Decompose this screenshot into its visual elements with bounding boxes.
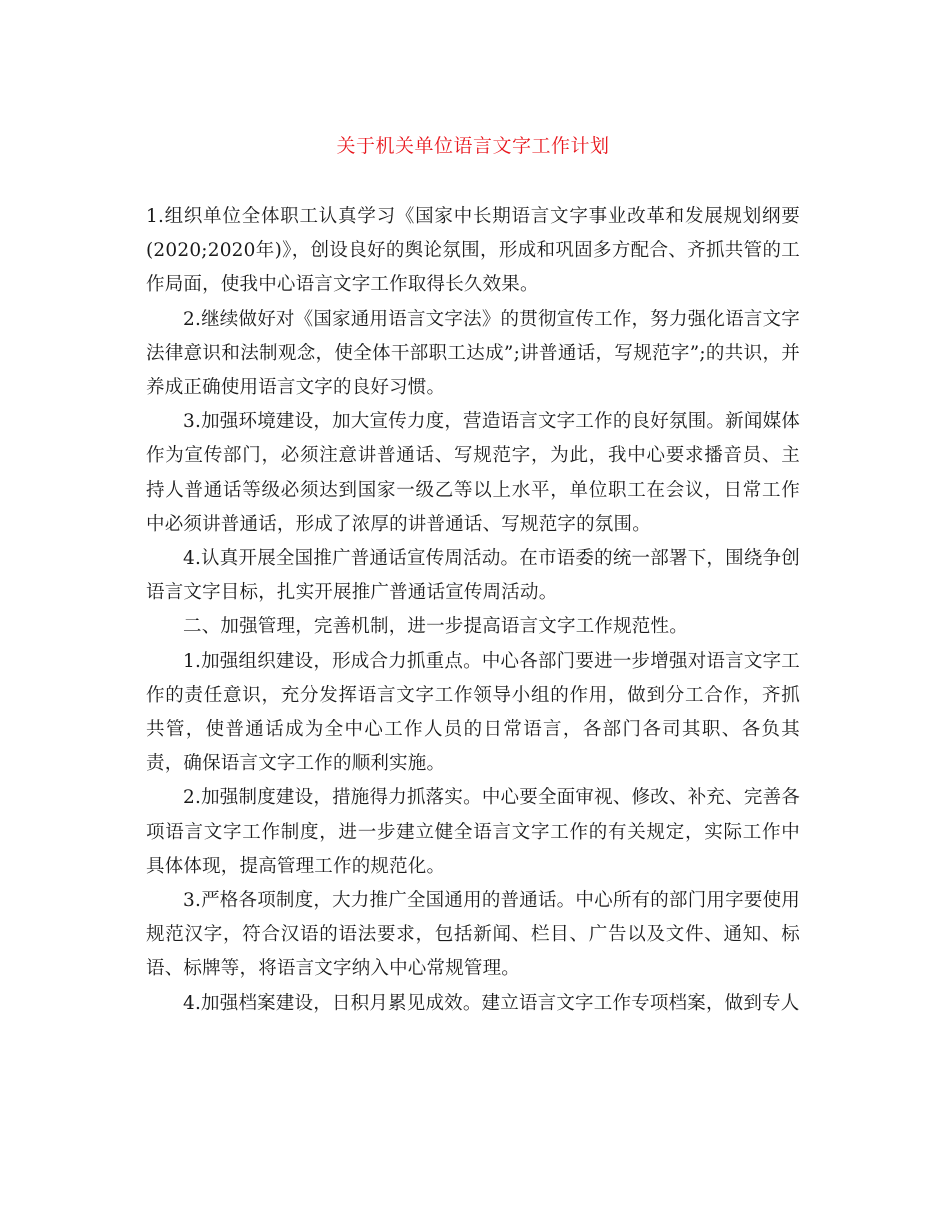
paragraph-7: 3.严格各项制度，大力推广全国通用的普通话。中心所有的部门用字要使用规范汉字，符合汉语的语法要求，包括新闻、栏目、广告以及文件、通知、标语、标牌等，将语言文字纳入中心常规管理。 xyxy=(146,890,800,980)
paragraph-5: 1.加强组织建设，形成合力抓重点。中心各部门要进一步增强对语言文字工作的责任意识，充分发挥语言文字工作领导小组的作用，做到分工合作，齐抓共管，使普通话成为全中心工作人员的日常语言，各部门各司其职、各负其责，确保语言文字工作的顺利实施。 xyxy=(146,650,800,775)
document-title: 关于机关单位语言文字工作计划 xyxy=(336,135,610,157)
section-heading-2: 二、加强管理，完善机制，进一步提高语言文字工作规范性。 xyxy=(183,616,688,638)
paragraph-3: 3.加强环境建设，加大宣传力度，营造语言文字工作的良好氛围。新闻媒体作为宣传部门，必须注意讲普通话、写规范字，为此，我中心要求播音员、主持人普通话等级必须达到国家一级乙等以上水平，单位职工在会议，日常工作中必须讲普通话，形成了浓厚的讲普通话、写规范字的氛围。 xyxy=(146,411,800,535)
paragraph-1: 1.组织单位全体职工认真学习《国家中长期语言文字事业改革和发展规划纲要(2020;2020年)》，创设良好的舆论氛围，形成和巩固多方配合、齐抓共管的工作局面，使我中心语言文字工作取得长久效果。 xyxy=(146,206,800,296)
paragraph-4: 4.认真开展全国推广普通话宣传周活动。在市语委的统一部署下，围绕争创语言文字目标，扎实开展推广普通话宣传周活动。 xyxy=(146,548,800,604)
document-body xyxy=(146,200,800,1021)
paragraph-8: 4.加强档案建设，日积月累见成效。建立语言文字工作专项档案，做到专人 xyxy=(183,992,800,1014)
paragraph-2: 2.继续做好对《国家通用语言文字法》的贯彻宣传工作，努力强化语言文字法律意识和法制观念，使全体干部职工达成”;讲普通话，写规范字”;的共识，并养成正确使用语言文字的良好习惯。 xyxy=(146,308,800,399)
paragraph-6: 2.加强制度建设，措施得力抓落实。中心要全面审视、修改、补充、完善各项语言文字工作制度，进一步建立健全语言文字工作的有关规定，实际工作中具体体现，提高管理工作的规范化。 xyxy=(146,787,800,877)
